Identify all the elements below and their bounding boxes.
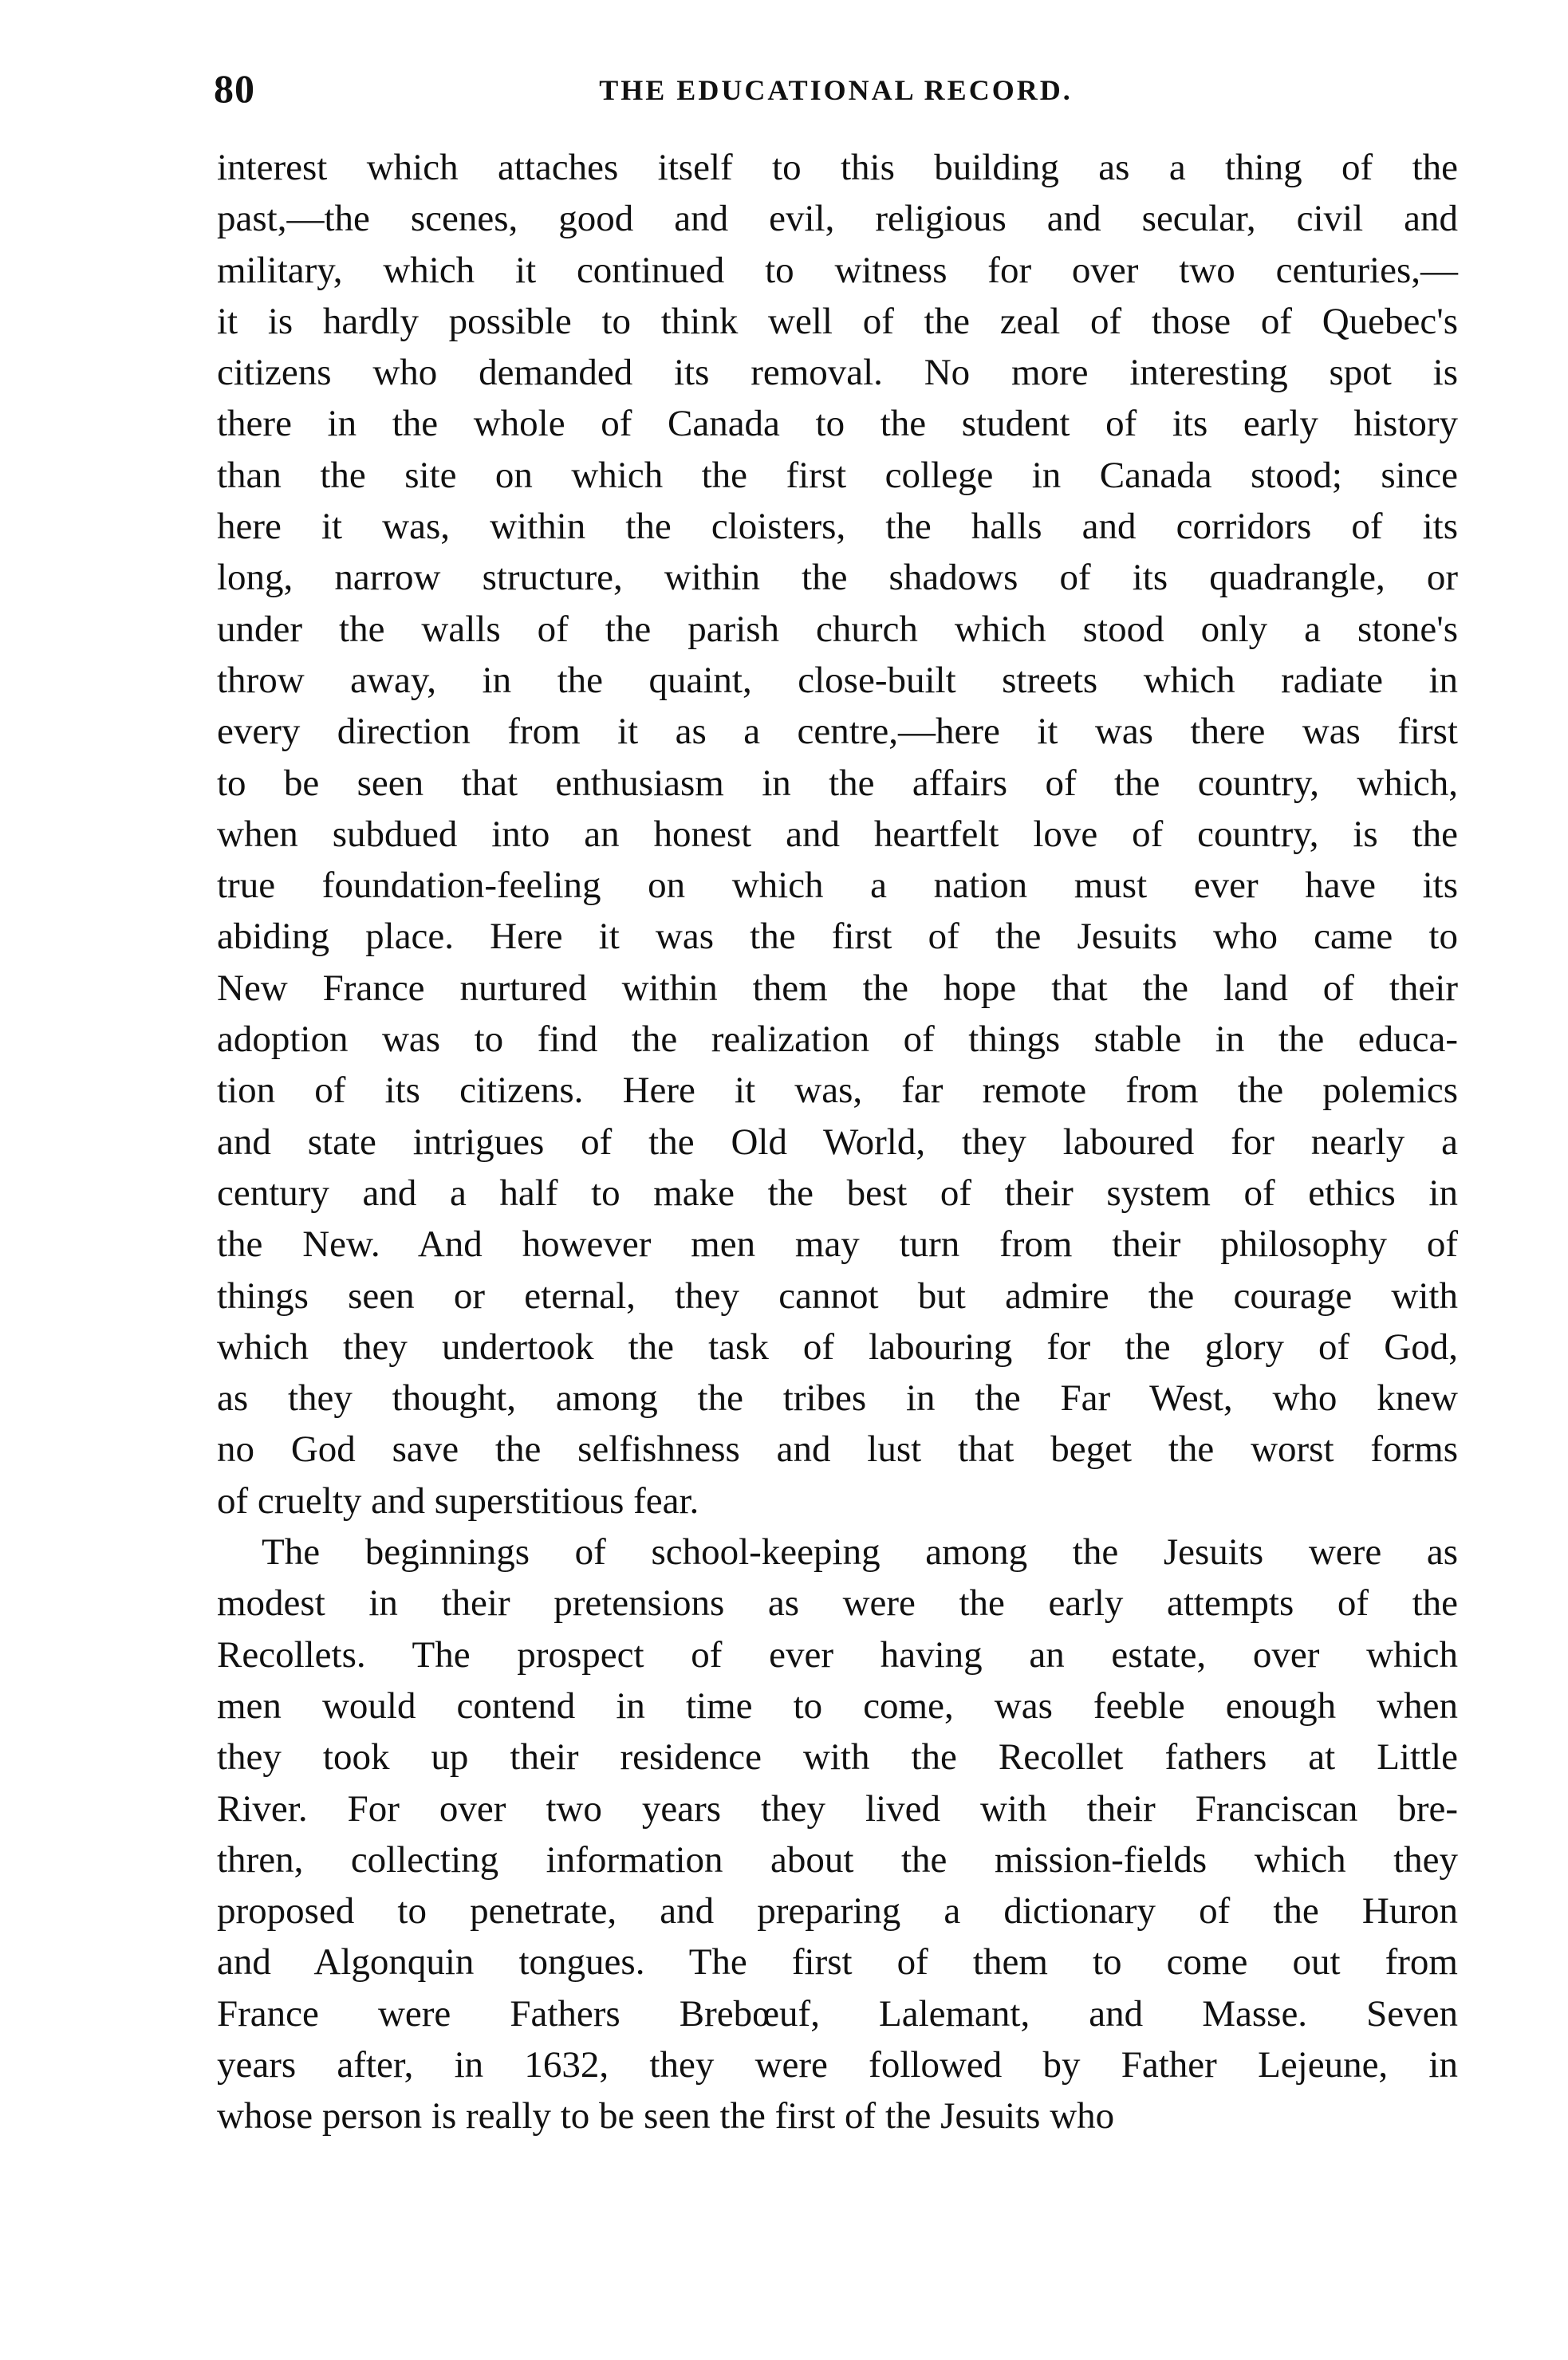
text-line: tion of its citizens. Here it was, far remote from the polemics: [217, 1070, 1458, 1112]
running-title: THE EDUCATIONAL RECORD.: [599, 74, 1073, 106]
text-line: River. For over two years they lived with their Franciscan bre-: [217, 1787, 1458, 1830]
text-line: interest which attaches itself to this building as a thing of the: [217, 147, 1458, 188]
body-text: [217, 142, 1458, 2142]
text-line: thren, collecting information about the mission-fields which they: [217, 1838, 1458, 1881]
text-line: the New. And however men may turn from their philosophy of: [217, 1223, 1458, 1266]
text-line: years after, in 1632, they were followed by Father Lejeune, in: [217, 2043, 1458, 2086]
text-line: throw away, in the quaint, close-built streets which radiate in: [217, 659, 1458, 701]
text-line: proposed to penetrate, and preparing a dictionary of the Huron: [217, 1890, 1458, 1933]
text-line: and state intrigues of the Old World, they laboured for nearly a: [217, 1121, 1458, 1163]
text-line: they took up their residence with the Recollet fathers at Little: [217, 1736, 1458, 1779]
text-line: men would contend in time to come, was feeble enough when: [217, 1684, 1458, 1727]
text-line: under the walls of the parish church which stood only a stone's: [217, 608, 1458, 650]
paragraph: [217, 142, 1458, 1527]
text-line: which they undertook the task of labouring for the glory of God,: [217, 1326, 1458, 1368]
paragraph: [217, 1527, 1458, 2142]
text-line: of cruelty and superstitious fear.: [217, 1479, 699, 1522]
text-line: every direction from it as a centre,—here it was there was first: [217, 711, 1458, 753]
page-header: [214, 65, 1458, 121]
text-line: when subdued into an honest and heartfelt love of country, is the: [217, 813, 1458, 855]
text-line: military, which it continued to witness for over two centuries,—: [217, 249, 1458, 291]
text-line: France were Fathers Brebœuf, Lalemant, and Masse. Seven: [217, 1992, 1458, 2035]
text-line: it is hardly possible to think well of the zeal of those of Quebec's: [217, 300, 1458, 342]
text-line: past,—the scenes, good and evil, religious and secular, civil and: [217, 198, 1458, 240]
text-line: citizens who demanded its removal. No more interesting spot is: [217, 352, 1458, 394]
text-line: modest in their pretensions as were the early attempts of the: [217, 1582, 1458, 1625]
text-line: whose person is really to be seen the first of the Jesuits who: [217, 2095, 1115, 2137]
text-line: than the site on which the first college in Canada stood; since: [217, 454, 1458, 496]
text-line: no God save the selfishness and lust that beget the worst forms: [217, 1428, 1458, 1471]
text-line: to be seen that enthusiasm in the affairs of the country, which,: [217, 762, 1458, 804]
text-line: Recollets. The prospect of ever having an estate, over which: [217, 1633, 1458, 1676]
text-line: The beginnings of school-keeping among the Jesuits were as: [262, 1531, 1458, 1574]
text-line: New France nurtured within them the hope that the land of their: [217, 967, 1458, 1009]
page-number: 80: [214, 66, 255, 111]
text-line: there in the whole of Canada to the student of its early history: [217, 403, 1458, 445]
text-line: abiding place. Here it was the first of the Jesuits who came to: [217, 916, 1458, 958]
text-line: true foundation-feeling on which a nation must ever have its: [217, 865, 1458, 907]
text-line: long, narrow structure, within the shadows of its quadrangle, or: [217, 557, 1458, 599]
text-line: things seen or eternal, they cannot but admire the courage with: [217, 1275, 1458, 1317]
text-line: as they thought, among the tribes in the Far West, who knew: [217, 1377, 1458, 1420]
text-line: century and a half to make the best of their system of ethics in: [217, 1172, 1458, 1214]
text-line: adoption was to find the realization of things stable in the educa-: [217, 1018, 1458, 1061]
text-line: and Algonquin tongues. The first of them to come out from: [217, 1941, 1458, 1984]
text-line: here it was, within the cloisters, the halls and corridors of its: [217, 506, 1458, 548]
